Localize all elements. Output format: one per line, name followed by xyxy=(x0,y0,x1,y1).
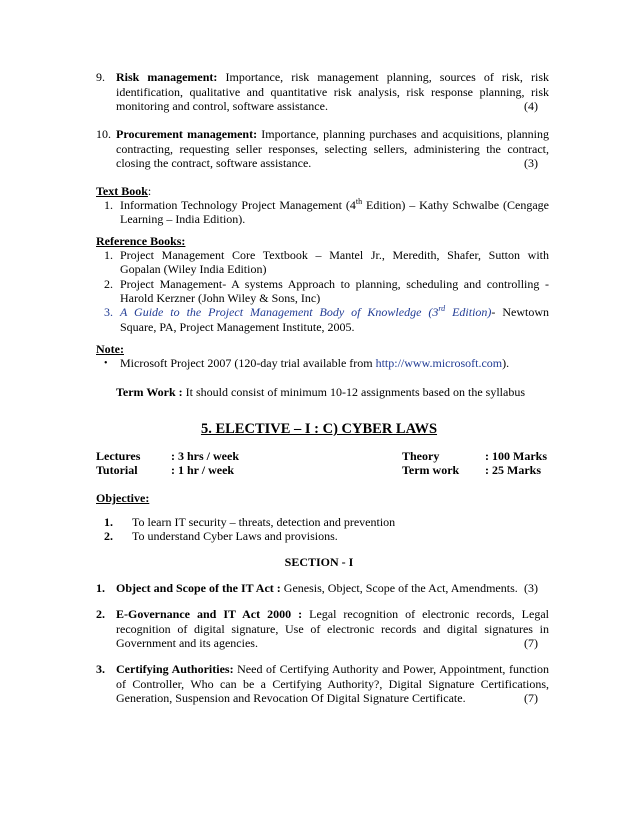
topic-line xyxy=(116,70,549,85)
topic-number: 10. xyxy=(96,127,111,141)
topic-text: Importance, risk management planning, sources of risk, risk xyxy=(225,70,550,84)
topic-line: monitoring and control, software assistance. xyxy=(116,99,328,113)
lectures-label: Lectures xyxy=(96,449,141,463)
bullet-icon: • xyxy=(104,358,108,369)
objective-heading: Objective: xyxy=(96,491,150,505)
reference-entry: Project Management- A systems Approach to planning, scheduling and controlling - xyxy=(120,277,549,291)
topic-line: of Controller, Who can be a Certifying Authority?, Digital Signature Certifications, xyxy=(116,677,549,691)
list-number: 2. xyxy=(104,529,113,543)
elective-title: 5. ELECTIVE – I : C) CYBER LAWS xyxy=(200,421,438,437)
reference-entry: Square, PA, Project Management Institute, 2005. xyxy=(120,320,355,334)
list-number: 1. xyxy=(104,198,113,212)
topic-line: Government and its agencies. xyxy=(116,636,258,650)
topic-text: Importance, planning purchases and acquisitions, planning xyxy=(261,127,549,141)
topic-line xyxy=(116,662,549,677)
reference-entry: Harold Kerzner (John Wiley & Sons, Inc) xyxy=(120,291,321,305)
list-number: 1. xyxy=(104,515,113,529)
topic-line: closing the contract, software assistance. xyxy=(116,156,312,170)
topic-line: identification, qualitative and quantitative risk analysis, risk response planning, risk xyxy=(116,85,549,99)
topic-hours: (7) xyxy=(524,691,538,705)
reference-title: A Guide to the Project Management Body of Knowledge (3rd Edition) xyxy=(120,304,492,319)
topic-title: Certifying Authorities: xyxy=(116,662,234,676)
topic-hours: (4) xyxy=(524,99,538,113)
reference-entry: A Guide to the Project Management Body of Knowledge (3rd Edition)- Newtown xyxy=(120,304,550,319)
term-work-note: Term Work : It should consist of minimum 10-12 assignments based on the syllabus xyxy=(116,385,525,399)
term-work-label: Term work xyxy=(402,463,460,477)
reference-books-heading: Reference Books: xyxy=(96,234,186,248)
topic-title: E-Governance and IT Act 2000 : xyxy=(116,607,303,621)
text-book-entry: Information Technology Project Management (4th Edition) – Kathy Schwalbe (Cengage xyxy=(120,197,549,212)
topic-title: Object and Scope of the IT Act : xyxy=(116,581,281,595)
topic-title: Procurement management: xyxy=(116,127,258,141)
topic-hours: (3) xyxy=(524,156,538,170)
lectures-value: : 3 hrs / week xyxy=(171,449,239,463)
topic-number: 1. xyxy=(96,581,105,595)
topic-text: Need of Certifying Authority and Power, Appointment, function xyxy=(237,662,549,676)
note-heading: Note: xyxy=(96,342,124,356)
text-book-heading: Text Book: xyxy=(96,184,152,198)
section-title: SECTION - I xyxy=(284,555,354,569)
topic-text: Genesis, Object, Scope of the Act, Amendments. xyxy=(283,581,518,595)
topic-line xyxy=(116,127,549,142)
topic-title: Risk management: xyxy=(116,70,218,84)
objective-item: To learn IT security – threats, detection and prevention xyxy=(132,515,396,529)
objective-item: To understand Cyber Laws and provisions. xyxy=(132,529,338,543)
theory-value: : 100 Marks xyxy=(485,449,547,463)
topic-text: Legal recognition of electronic records, Legal xyxy=(309,607,549,621)
tutorial-value: : 1 hr / week xyxy=(171,463,235,477)
topic-line: recognition of digital signature, Use of electronic records and digital signatures in xyxy=(116,622,549,636)
term-work-value: : 25 Marks xyxy=(485,463,541,477)
reference-entry: Gopalan (Wiley India Edition) xyxy=(120,262,267,276)
list-number: 2. xyxy=(104,277,113,291)
topic-hours: (3) xyxy=(524,581,538,595)
list-number: 3. xyxy=(104,305,113,319)
topic-line: Generation, Suspension and Revocation Of Digital Signature Certificate. xyxy=(116,691,466,705)
tutorial-label: Tutorial xyxy=(96,463,138,477)
reference-entry: Project Management Core Textbook – Mantel Jr., Meredith, Shafer, Sutton with xyxy=(120,248,549,262)
microsoft-link[interactable]: http://www.microsoft.com xyxy=(375,356,503,370)
topic-number: 3. xyxy=(96,662,105,676)
list-number: 1. xyxy=(104,248,113,262)
topic-number: 9. xyxy=(96,70,105,84)
topic-line xyxy=(116,581,518,596)
theory-label: Theory xyxy=(402,449,440,463)
topic-number: 2. xyxy=(96,607,105,621)
topic-line xyxy=(116,607,549,622)
topic-line: contracting, requesting seller responses, selecting sellers, administering the contract, xyxy=(116,142,549,156)
text-book-entry: Learning – India Edition). xyxy=(120,212,246,226)
topic-hours: (7) xyxy=(524,636,538,650)
note-text: Microsoft Project 2007 (120-day trial available from http://www.microsoft.com). xyxy=(120,356,510,370)
